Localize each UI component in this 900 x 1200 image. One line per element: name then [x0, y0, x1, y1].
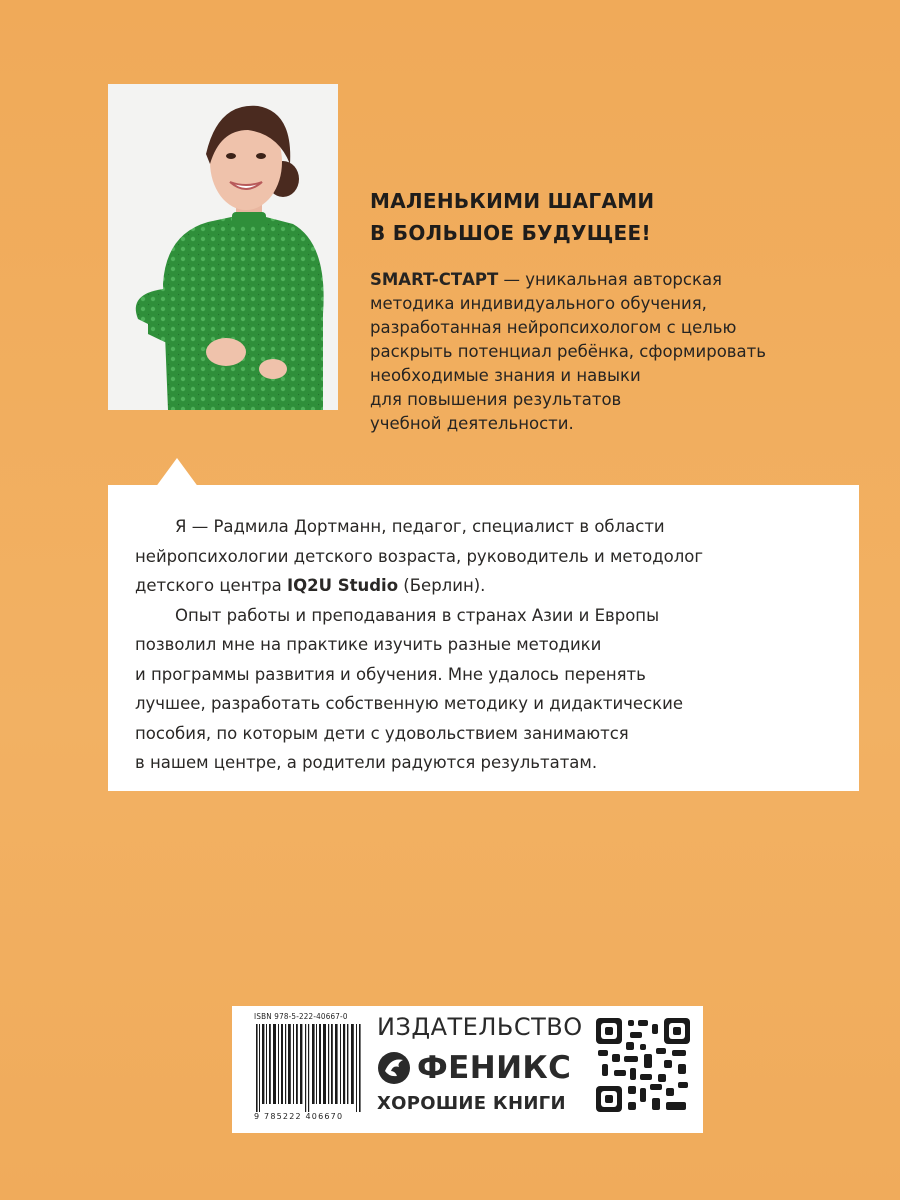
quote-line: нейропсихологии детского возраста, руководитель и методолог: [135, 546, 704, 566]
intro-line-2: методика индивидуального обучения,: [370, 294, 707, 313]
intro-line-6: для повышения результатов: [370, 390, 622, 409]
quote-line: лучшее, разработать собственную методику и дидактические: [135, 694, 683, 713]
phoenix-bird-icon: [377, 1051, 411, 1085]
headline-line-1: МАЛЕНЬКИМИ ШАГАМИ: [370, 189, 655, 213]
quote-line: позволил мне на практике изучить разные методики: [135, 635, 602, 654]
quote-line: пособия, по которым дети с удовольствием занимаются: [135, 723, 629, 743]
author-photo: [108, 84, 338, 410]
barcode-icon: [254, 1024, 366, 1112]
quote-line: детского центра: [135, 576, 287, 595]
author-quote: [135, 512, 835, 778]
barcode-number: 9 785222 406670: [254, 1112, 344, 1121]
quote-line: в нашем центре, а родители радуются результатам.: [135, 753, 598, 772]
qr-code-icon: [596, 1018, 690, 1112]
intro-line-1: — уникальная авторская: [498, 270, 722, 289]
quote-line: Я — Радмила Дортманн, педагог, специалист в области: [175, 517, 665, 536]
intro-paragraph: [370, 268, 850, 436]
intro-line-4: раскрыть потенциал ребёнка, сформировать: [370, 342, 766, 361]
publisher-name: ФЕНИКС: [417, 1050, 572, 1086]
intro-line-3: разработанная нейропсихологом с целью: [370, 318, 737, 337]
speech-bubble-tail: [155, 458, 199, 488]
intro-line-7: учебной деятельности.: [370, 414, 574, 433]
brand-name: SMART-СТАРТ: [370, 270, 499, 289]
publisher-slogan: ХОРОШИЕ КНИГИ: [377, 1093, 566, 1114]
publisher-logo: [377, 1050, 571, 1086]
publisher-label: ИЗДАТЕЛЬСТВО: [377, 1013, 583, 1041]
intro-line-5: необходимые знания и навыки: [370, 366, 641, 385]
studio-name: IQ2U Studio: [286, 576, 399, 595]
quote-line: (Берлин).: [398, 576, 486, 595]
headline-line-2: В БОЛЬШОЕ БУДУЩЕЕ!: [370, 221, 651, 245]
isbn-text: ISBN 978-5-222-40667-0: [254, 1012, 348, 1021]
headline: [370, 185, 840, 249]
quote-line: и программы развития и обучения. Мне удалось перенять: [135, 664, 646, 684]
quote-line: Опыт работы и преподавания в странах Азии и Европы: [175, 605, 660, 625]
